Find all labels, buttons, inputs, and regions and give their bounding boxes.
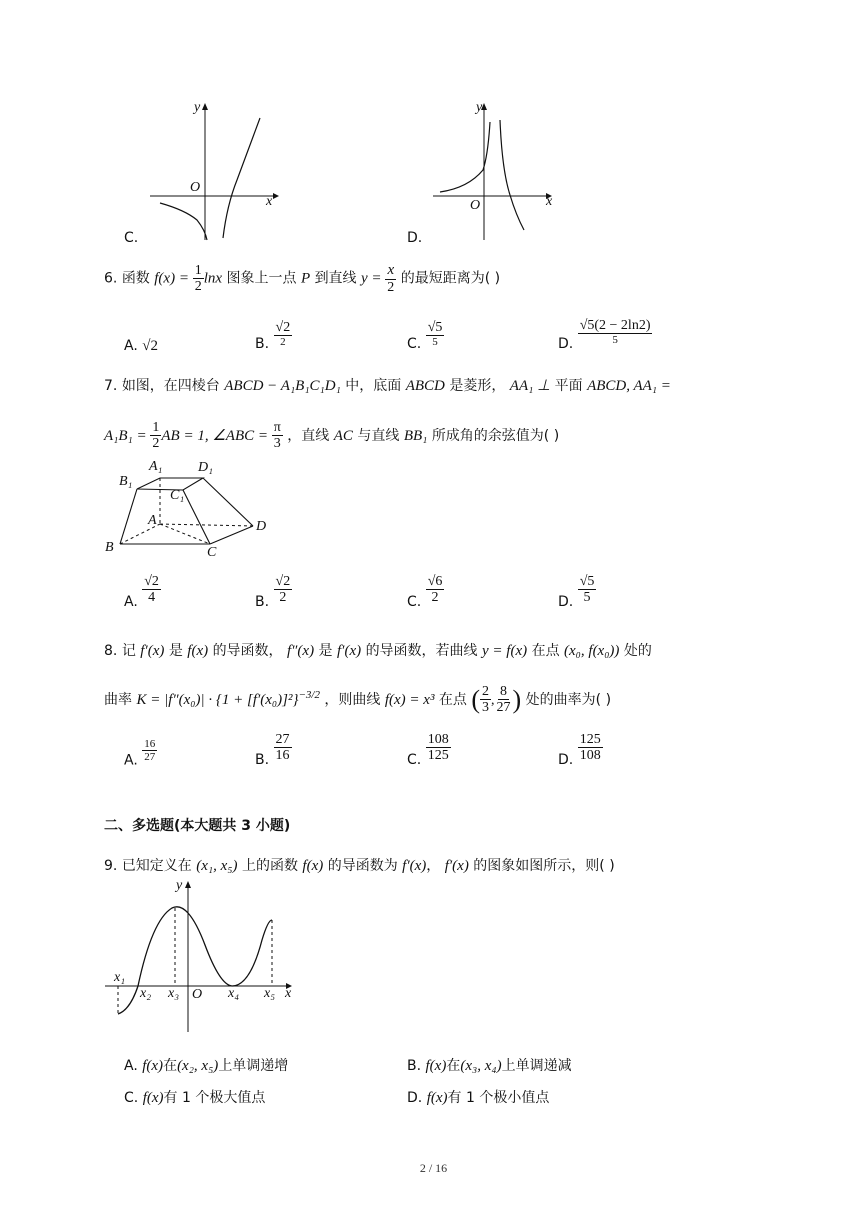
q8-stem-line1: 8. 记 f′(x) 是 f(x) 的导函数， f″(x) 是 f′(x) 的导函数，若曲线 y = f(x) 在点 (x₀, f(x₀)) 处的 [104,643,652,659]
q9-option-b[interactable]: B. f(x)在(x₃, x₄)上单调递减 [407,1058,572,1074]
q7-label-d1: D₁ [198,460,213,475]
graph-c-y-label: y [194,100,201,115]
q9-graph-x-label: x [285,986,292,1001]
q7-option-c-frac: $\frac{√6}{2}$ [427,574,443,606]
q8-option-d[interactable]: D. $\frac{125}{108}$ [558,732,601,768]
q9-stem: 9. 已知定义在 (x₁, x₅) 上的函数 f(x) 的导函数为 f′(x)， f′(x) 的图象如图所示，则( ) [104,858,615,874]
page-number: 2 / 16 [419,1161,448,1175]
q9-option-a[interactable]: A. f(x)在(x₂, x₅)上单调递增 [124,1058,289,1074]
q7-option-d[interactable]: D. $\frac{√5}{5}$ [558,574,595,610]
q6-text-1: 函数 [121,270,150,287]
graph-c-origin: O [190,180,201,195]
q7-option-a[interactable]: A. $\frac{√2}{4}$ [124,574,159,610]
q8-option-b[interactable]: B. $\frac{27}{16}$ [255,732,290,768]
q8-option-c-frac: $\frac{108}{125}$ [427,732,449,764]
q9-graph-x1: x₁ [114,970,126,985]
graph-c-label: C. [124,230,139,246]
graph-d-origin: O [470,198,481,213]
q6-text-4: 的最短距离为( ) [400,270,501,287]
q7-solid: ABCD − A₁B₁C₁D₁ [224,378,341,394]
q6-stem [104,262,500,295]
q7-stem-line2: A₁B₁ = $\frac{1}{2}$ AB = 1, ∠ABC = $\frac{\pi}{3}$ ，直线 AC 与直线 BB₁ 所成角的余弦值为( ) [104,420,560,452]
q7-angle-frac: $\frac{\pi}{3}$ [273,420,281,452]
q9-graph-y-label: y [176,878,183,893]
q6-text-2: 图象上一点 [226,270,297,287]
q9-option-c[interactable]: C. f(x)有 1 个极大值点 [124,1090,266,1106]
q7-number: 7. [104,378,118,394]
q6-option-b-frac: $\frac{√2}{2}$ [275,320,291,349]
q8-option-b-frac: $\frac{27}{16}$ [275,732,290,764]
graph-d [428,100,568,245]
q7-half-frac: $\frac{1}{2}$ [152,420,160,452]
q7-option-b[interactable]: B. $\frac{√2}{2}$ [255,574,291,610]
q6-option-d-frac: $\frac{√5(2 - 2\ln 2)}{5}$ [579,318,651,347]
graph-d-label: D. [407,230,423,246]
q7-perp: AA₁ ⊥ [509,378,551,394]
q8-option-a-frac: $\frac{16}{27}$ [144,738,156,764]
q8-option-d-frac: $\frac{125}{108}$ [579,732,601,764]
q8-option-c[interactable]: C. $\frac{108}{125}$ [407,732,449,768]
q7-option-d-frac: $\frac{√5}{5}$ [579,574,595,606]
q7-label-b: B [105,540,114,555]
q7-plane: ABCD, AA₁ = [587,378,671,394]
q7-option-b-frac: $\frac{√2}{2}$ [275,574,291,606]
q9-derivative-graph [100,880,300,1035]
q6-option-a-value: √2 [142,338,158,354]
q9-graph-x5: x₅ [264,986,276,1001]
graph-c-x-label: x [266,194,273,209]
q8-point-x: $\frac{2}{3}$ [482,684,490,716]
graph-d-x-label: x [546,194,553,209]
q9-graph-x2: x₂ [140,986,152,1001]
graph-d-y-label: y [476,100,483,115]
q6-text-3: 到直线 [314,270,357,287]
q7-label-c1: C₁ [170,488,185,503]
q8-number: 8. [104,643,118,659]
q6-option-b[interactable]: B. $\frac{√2}{2}$ [255,320,291,353]
q6-func-tail: lnx [203,270,223,287]
q9-graph-origin: O [192,987,203,1002]
q6-line-frac: $\frac{x}{2}$ [387,262,395,295]
q7-base: ABCD [405,378,445,394]
q6-option-d[interactable]: D. $\frac{√5(2 - 2\ln 2)}{5}$ [558,318,651,353]
q9-graph-x3: x₃ [168,986,180,1001]
q6-option-a[interactable]: A. √2 [124,338,158,354]
q9-number: 9. [104,858,118,874]
q6-func-frac: $\frac{1}{2}$ [194,262,202,294]
q7-label-a1: A₁ [149,459,163,474]
q9-option-d[interactable]: D. f(x)有 1 个极小值点 [407,1090,550,1106]
q9-graph-x4: x₄ [228,986,240,1001]
q6-point: P [300,270,311,287]
q7-option-c[interactable]: C. $\frac{√6}{2}$ [407,574,443,610]
section-heading-multiple-choice: 二、多选题(本大题共 3 小题) [104,818,291,834]
q6-option-c[interactable]: C. $\frac{√5}{5}$ [407,320,443,353]
q8-curvature-exponent: −3/2 [298,689,320,702]
q8-option-a[interactable]: A. $\frac{16}{27}$ [124,738,156,769]
q7-label-a: A [148,513,157,528]
graph-c [145,100,285,245]
q8-point-y: $\frac{8}{27}$ [496,684,511,716]
q6-number: 6. [104,270,118,287]
q8-curvature-formula: K = |f″(x₀)| · {1 + [f′(x₀)]²} [136,691,299,708]
q7-stem-line1: 7. 如图，在四棱台 ABCD − A₁B₁C₁D₁ 中，底面 ABCD 是菱形， AA₁ ⊥ 平面 ABCD, AA₁ = [104,378,671,394]
q7-label-c: C [207,545,217,560]
q7-label-b1: B₁ [119,474,133,489]
q7-label-d: D [256,519,267,534]
q8-stem-line2: 曲率 $K = |f''(x_0)| \cdot \{1 + [f'(x_0)]^2\}^{-3/2}$ ，则曲线 f(x) = x³ 在点 ( $\frac{2}{3}$ , $\frac{8}{27}$ ) 处的曲率为( ) [104,684,612,716]
q6-option-c-frac: $\frac{√5}{5}$ [427,320,443,349]
q6-func: f(x) = [154,270,193,287]
q6-line: y = [361,270,386,287]
q7-option-a-frac: $\frac{√2}{4}$ [144,574,159,606]
